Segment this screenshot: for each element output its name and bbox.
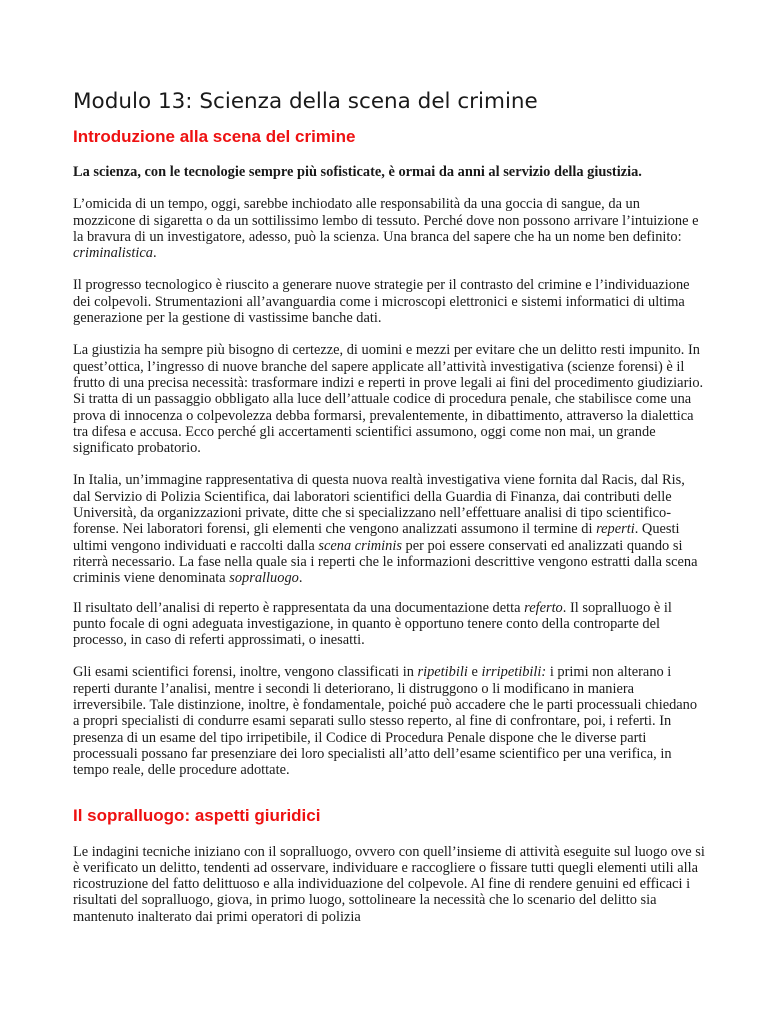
text-run: e (467, 664, 482, 681)
text-run: Il risultato dell’analisi di reperto è rappresentata da una documentazione detta (73, 599, 525, 616)
text-run: . (152, 245, 157, 262)
section-heading-sopralluogo: Il sopralluogo: aspetti giuridici (73, 805, 321, 825)
italic-term: reperti (596, 521, 635, 538)
italic-term: ripetibili (417, 664, 468, 681)
text-run: . (298, 570, 303, 587)
paragraph-giustizia: La giustizia ha sempre più bisogno di certezze, di uomini e mezzi per evitare che un delitto resti impunito. In quest’ottica, l’ingresso di nuove branche del sapere applicate all’attività investigativa (scienze forensi) è il frutto di una precisa necessità: trasformare indizi e reperti in prove legali ai fini del procedimento giudiziario. Si tratta di un passaggio obbligato alla luce dell’attuale codice di procedura penale, che stabilisce come una prova di innocenza o colpevolezza debba formarsi, prevalentemente, in dibattimento, attraverso la dialettica tra difesa e accusa. Ecco perché gli accertamenti scientifici assumono, oggi come non mai, un grande significato probatorio. (73, 342, 704, 457)
text-run: i primi non alterano i reperti durante l’analisi, mentre i secondi li deteriorano, li distruggono o li modificano in maniera irreversibile. Tale distinzione, inoltre, è fondamentale, poiché può accadere che le parti processuali chiedano a propri specialisti di condurre esami separati sullo stesso reperto, al fine di confrontare, poi, i referti. In presenza di un esame del tipo irripetibile, il Codice di Procedura Penale dispone che le diverse parti processuali possano far presenziare dei loro specialisti all’atto dell’esame scientifico per una verifica, in tempo reale, delle procedure adottate. (73, 664, 698, 779)
italic-term: criminalistica (73, 245, 153, 262)
italic-term: irripetibili: (481, 664, 547, 681)
paragraph-italia (73, 472, 705, 586)
paragraph-criminalistica (73, 196, 705, 261)
italic-term: referto (524, 599, 563, 616)
paragraph-progresso: Il progresso tecnologico è riuscito a generare nuove strategie per il contrasto del crimine e l’individuazione dei colpevoli. Strumentazioni all’avanguardia come i microscopi elettronici e sistemi informatici di ultima generazione per la gestione di vastissime banche dati. (73, 277, 690, 327)
paragraph-esami (73, 664, 705, 778)
italic-term: scena criminis (318, 537, 402, 554)
text-run: . Il sopralluogo è il punto focale di ogni adeguata investigazione, in quanto è opportuno tenere conto della controparte del processo, in caso di referti approssimati, o inesatti. (73, 599, 672, 649)
paragraph-referto (73, 600, 705, 649)
text-run: L’omicida di un tempo, oggi, sarebbe inchiodato alle responsabilità da una goccia di sangue, da un mozzicone di sigaretta o da un sottilissimo lembo di tessuto. Perché dove non possono arrivare l’intuizione e la bravura di un investigatore, adesso, può la scienza. Una branca del sapere che ha un nome ben definito: (73, 196, 699, 245)
page-title: Modulo 13: Scienza della scena del crimine (73, 89, 538, 114)
text-run: per poi essere conservati ed analizzati quando si riterrà necessario. La fase nella quale sia i reperti che le informazioni descrittive vengono estratti dalla scena criminis viene denominata (73, 537, 698, 587)
lead-paragraph: La scienza, con le tecnologie sempre più sofisticate, è ormai da anni al servizio della giustizia. (73, 164, 642, 180)
italic-term: sopralluogo (229, 570, 299, 587)
text-run: In Italia, un’immagine rappresentativa di questa nuova realtà investigativa viene fornita dal Racis, dal Ris, dal Servizio di Polizia Scientifica, dai laboratori scientifici della Guardia di Finanza, dai contributi delle Università, da organizzazioni private, ditte che si specializzano nell’effettuare analisi di tipo scientifico-forense. Nei laboratori forensi, gli elementi che vengono analizzati assumono il termine di (73, 472, 685, 538)
document-page (73, 88, 705, 925)
text-run: Gli esami scientifici forensi, inoltre, vengono classificati in (73, 664, 418, 681)
text-run: . Questi ultimi vengono individuati e raccolti dalla (73, 521, 680, 554)
paragraph-indagini: Le indagini tecniche iniziano con il sopralluogo, ovvero con quell’insieme di attività eseguite sul luogo ove si è verificato un delitto, tendenti ad osservare, individuare e raccogliere o fissare tutti quegli elementi utili alla ricostruzione del fatto delittuoso e alla individuazione del colpevole. Al fine di rendere genuini ed efficaci i risultati del sopralluogo, giova, in primo luogo, sottolineare la necessità che lo scenario del delitto sia mantenuto inalterato dai primi operatori di polizia (73, 843, 705, 925)
section-heading-introduzione: Introduzione alla scena del crimine (73, 127, 356, 146)
